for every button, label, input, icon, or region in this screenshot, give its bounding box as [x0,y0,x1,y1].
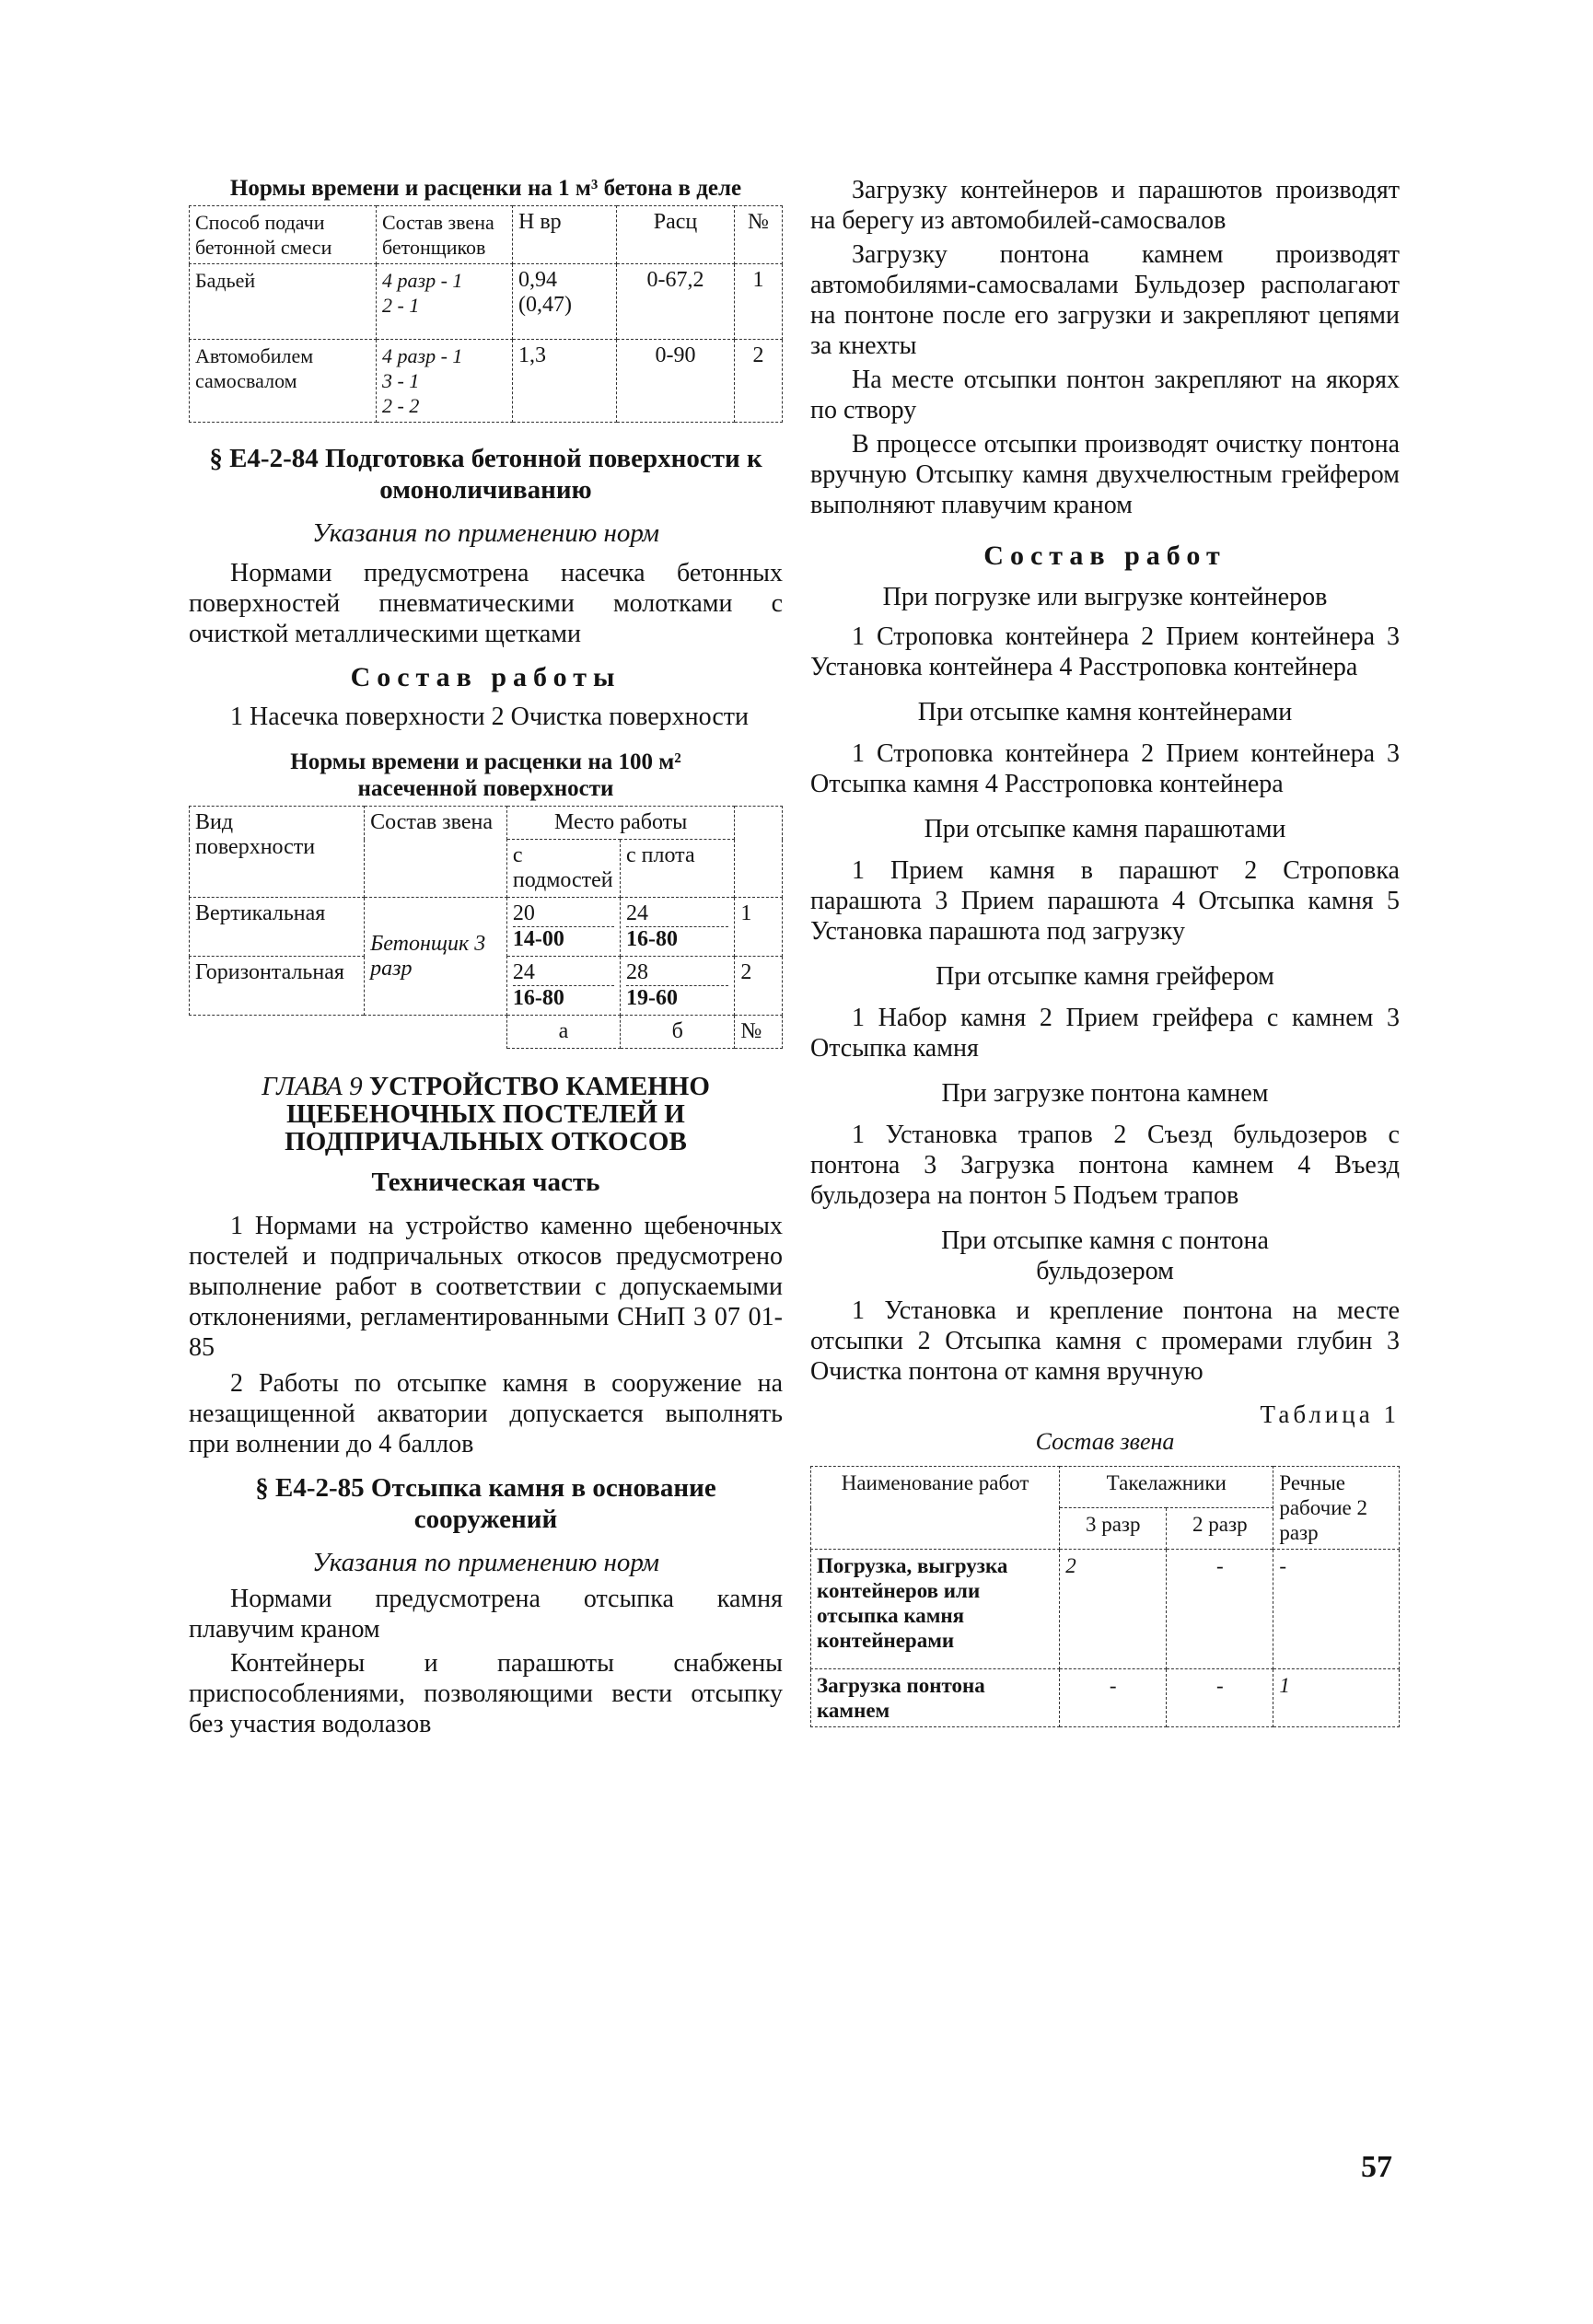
t2-header-b: с плота [621,840,735,898]
table1 [189,205,783,423]
t1-header-crew: Состав звена бетонщиков [377,206,513,264]
t3-header-rig3: 3 разр [1060,1508,1167,1550]
chapter-9-title: УСТРОЙСТВО КАМЕННО ЩЕБЕНОЧНЫХ ПОСТЕЛЕЙ И ПОДПРИЧАЛЬНЫХ ОТКОСОВ [285,1072,710,1156]
t2-r2-name: Горизонтальная [190,957,365,1016]
s4-title: При отсыпке камня грейфером [936,962,1274,991]
table3 [810,1466,1400,1727]
t1-header-rate: Расц [617,206,735,264]
page-number: 57 [1361,2150,1392,2184]
chapter-9-heading [189,1073,783,1156]
table2 [189,806,783,1049]
t2-footer-a: а [506,1016,620,1049]
section-84-instructions: Указания по применению норм [312,518,659,548]
s1-title: При погрузке или выгрузке контейнеров [882,583,1328,611]
table-row [811,1467,1400,1508]
t2-footer-b: б [621,1016,735,1049]
section-84-text: Нормами предусмотрена насечка бетонных поверхностей пневматическими молотками с очисткой металлическими щетками [189,559,783,648]
t2-r2-b-rate: 19-60 [626,985,728,1011]
section-85-p2: Контейнеры и парашюты снабжены приспособлениями, позволяющими вести отсыпку без участия водолазов [189,1649,783,1738]
section-84-composition: 1 Насечка поверхности 2 Очистка поверхности [230,703,749,731]
table-row [190,206,783,264]
t2-r1-a-rate: 14-00 [513,926,614,952]
t2-footer-blank [190,1016,507,1049]
t2-header-crew: Состав звена [365,807,507,898]
t3-header-riggers: Такелажники [1060,1467,1273,1508]
table-row [190,807,783,840]
t2-r2-b-norm: 28 [626,960,649,984]
t1-r2-method: Автомобилем самосвалом [190,340,377,423]
t2-header-no-cell [735,807,783,898]
t3-r2-c1: - [1060,1669,1167,1727]
t2-header-a: с подмостей [506,840,620,898]
table-row [811,1550,1400,1669]
t3-header-rig2: 2 разр [1167,1508,1273,1550]
t2-r1-a-norm: 20 [512,901,535,925]
t2-header-place: Место работы [506,807,735,840]
t2-footer-no: № [735,1016,783,1049]
left-column [189,175,783,1739]
t3-r1-name: Погрузка, выгрузка контейнеров или отсыпка камня контейнерами [811,1550,1060,1669]
section-85-instructions: Указания по применению норм [312,1548,659,1577]
t1-r2-nvr: 1,3 [513,340,617,423]
s6-text: 1 Установка и крепление понтона на месте отсыпки 2 Отсыпка камня с промерами глубин 3 Очистка понтона от камня вручную [810,1296,1400,1386]
s5-title: При загрузке понтона камнем [941,1079,1269,1108]
t2-r2-a-rate: 16-80 [513,985,614,1011]
s5-text: 1 Установка трапов 2 Съезд бульдозеров с понтона 3 Загрузка понтона камнем 4 Въезд бульдозера на понтон 5 Подъем трапов [810,1121,1400,1210]
table-row [190,264,783,340]
t3-r2-name: Загрузка понтона камнем [811,1669,1060,1727]
t3-header-river: Речные рабочие 2 разр [1273,1467,1400,1550]
t1-header-no: № [735,206,783,264]
section-85-title: § Е4-2-85 Отсыпка камня в основание сооружений [255,1473,716,1534]
t2-r2-a-norm: 24 [512,960,535,984]
s1-text: 1 Строповка контейнера 2 Прием контейнера 3 Установка контейнера 4 Расстроповка контейнера [810,622,1400,681]
table-row [190,340,783,423]
t1-r2-rate: 0-90 [617,340,735,423]
table-number: Таблица 1 [1260,1400,1400,1428]
section-84-title: § Е4-2-84 Подготовка бетонной поверхности к омоноличиванию [209,444,762,505]
right-p1: Загрузку контейнеров и парашютов производят на берегу из автомобилей-самосвалов [810,176,1400,235]
t2-r1-b-rate: 16-80 [626,926,728,952]
t1-r1-crew: 4 разр - 1 2 - 1 [377,264,513,340]
t3-r2-c2: - [1167,1669,1273,1727]
t1-header-nvr: Н вр [513,206,617,264]
t1-r1-method: Бадьей [190,264,377,340]
s3-title: При отсыпке камня парашютами [924,815,1286,843]
table1-caption: Нормы времени и расценки на 1 м³ бетона в деле [229,176,742,201]
t2-r1-name: Вертикальная [190,898,365,957]
s3-text: 1 Прием камня в парашют 2 Строповка парашюта 3 Прием парашюта 4 Отсыпка камня 5 Установка парашюта под загрузку [810,856,1400,946]
table-row [190,1016,783,1049]
t3-r1-c3: - [1273,1550,1400,1669]
t1-r1-no: 1 [735,264,783,340]
t3-r1-c1: 2 [1060,1550,1167,1669]
t2-crew: Бетонщик 3 разр [365,898,507,1016]
t2-r2-a [506,957,620,1016]
t2-r2-no: 2 [735,957,783,1016]
t2-header-surface: Вид поверхности [190,807,365,898]
t2-r1-b [621,898,735,957]
t1-header-method: Способ подачи бетонной смеси [190,206,377,264]
right-p4: В процессе отсыпки производят очистку понтона вручную Отсыпку камня двухчелюстным грейфером выполняют плавучим краном [810,430,1400,519]
table3-title: Состав звена [1035,1428,1175,1455]
s2-title: При отсыпке камня контейнерами [917,698,1293,726]
tech-part-p1: 1 Нормами на устройство каменно щебеночных постелей и подпричальных откосов предусмотрено выполнение работ в соответствии с допускаемыми отклонениями, регламентированными СНиП 3 07 01-85 [189,1212,783,1362]
s6-title: При отсыпке камня с понтона бульдозером [941,1226,1269,1285]
tech-part-title: Техническая часть [371,1168,600,1197]
section-84-composition-title: Состав работы [350,662,622,692]
t1-r2-crew: 4 разр - 1 3 - 1 2 - 2 [377,340,513,423]
t2-r1-no: 1 [735,898,783,957]
t2-r1-a [506,898,620,957]
t3-r1-c2: - [1167,1550,1273,1669]
t1-r1-nvr: 0,94 (0,47) [513,264,617,340]
t2-r1-b-norm: 24 [626,901,649,925]
right-p3: На месте отсыпки понтон закрепляют на якорях по створу [810,366,1400,424]
chapter-9-label: ГЛАВА 9 [262,1072,363,1101]
table-row [190,898,783,957]
t3-header-name: Наименование работ [811,1467,1060,1550]
right-column [810,175,1400,1727]
s2-text: 1 Строповка контейнера 2 Прием контейнера 3 Отсыпка камня 4 Расстроповка контейнера [810,739,1400,798]
t2-r2-b [621,957,735,1016]
table-row [811,1669,1400,1727]
s4-text: 1 Набор камня 2 Прием грейфера с камнем 3 Отсыпка камня [810,1004,1400,1063]
t1-r2-no: 2 [735,340,783,423]
t1-r1-rate: 0-67,2 [617,264,735,340]
section-85-p1: Нормами предусмотрена отсыпка камня плавучим краном [189,1585,783,1644]
composition-title: Состав работ [983,540,1227,571]
t3-r2-c3: 1 [1273,1669,1400,1727]
right-p2: Загрузку понтона камнем производят автомобилями-самосвалами Бульдозер располагают на понтоне после его загрузки и закрепляют цепями за кнехты [810,240,1400,360]
tech-part-p2: 2 Работы по отсыпке камня в сооружение на незащищенной акватории допускается выполнять при волнении до 4 баллов [189,1369,783,1458]
table2-caption: Нормы времени и расценки на 100 м² насеченной поверхности [290,749,681,801]
